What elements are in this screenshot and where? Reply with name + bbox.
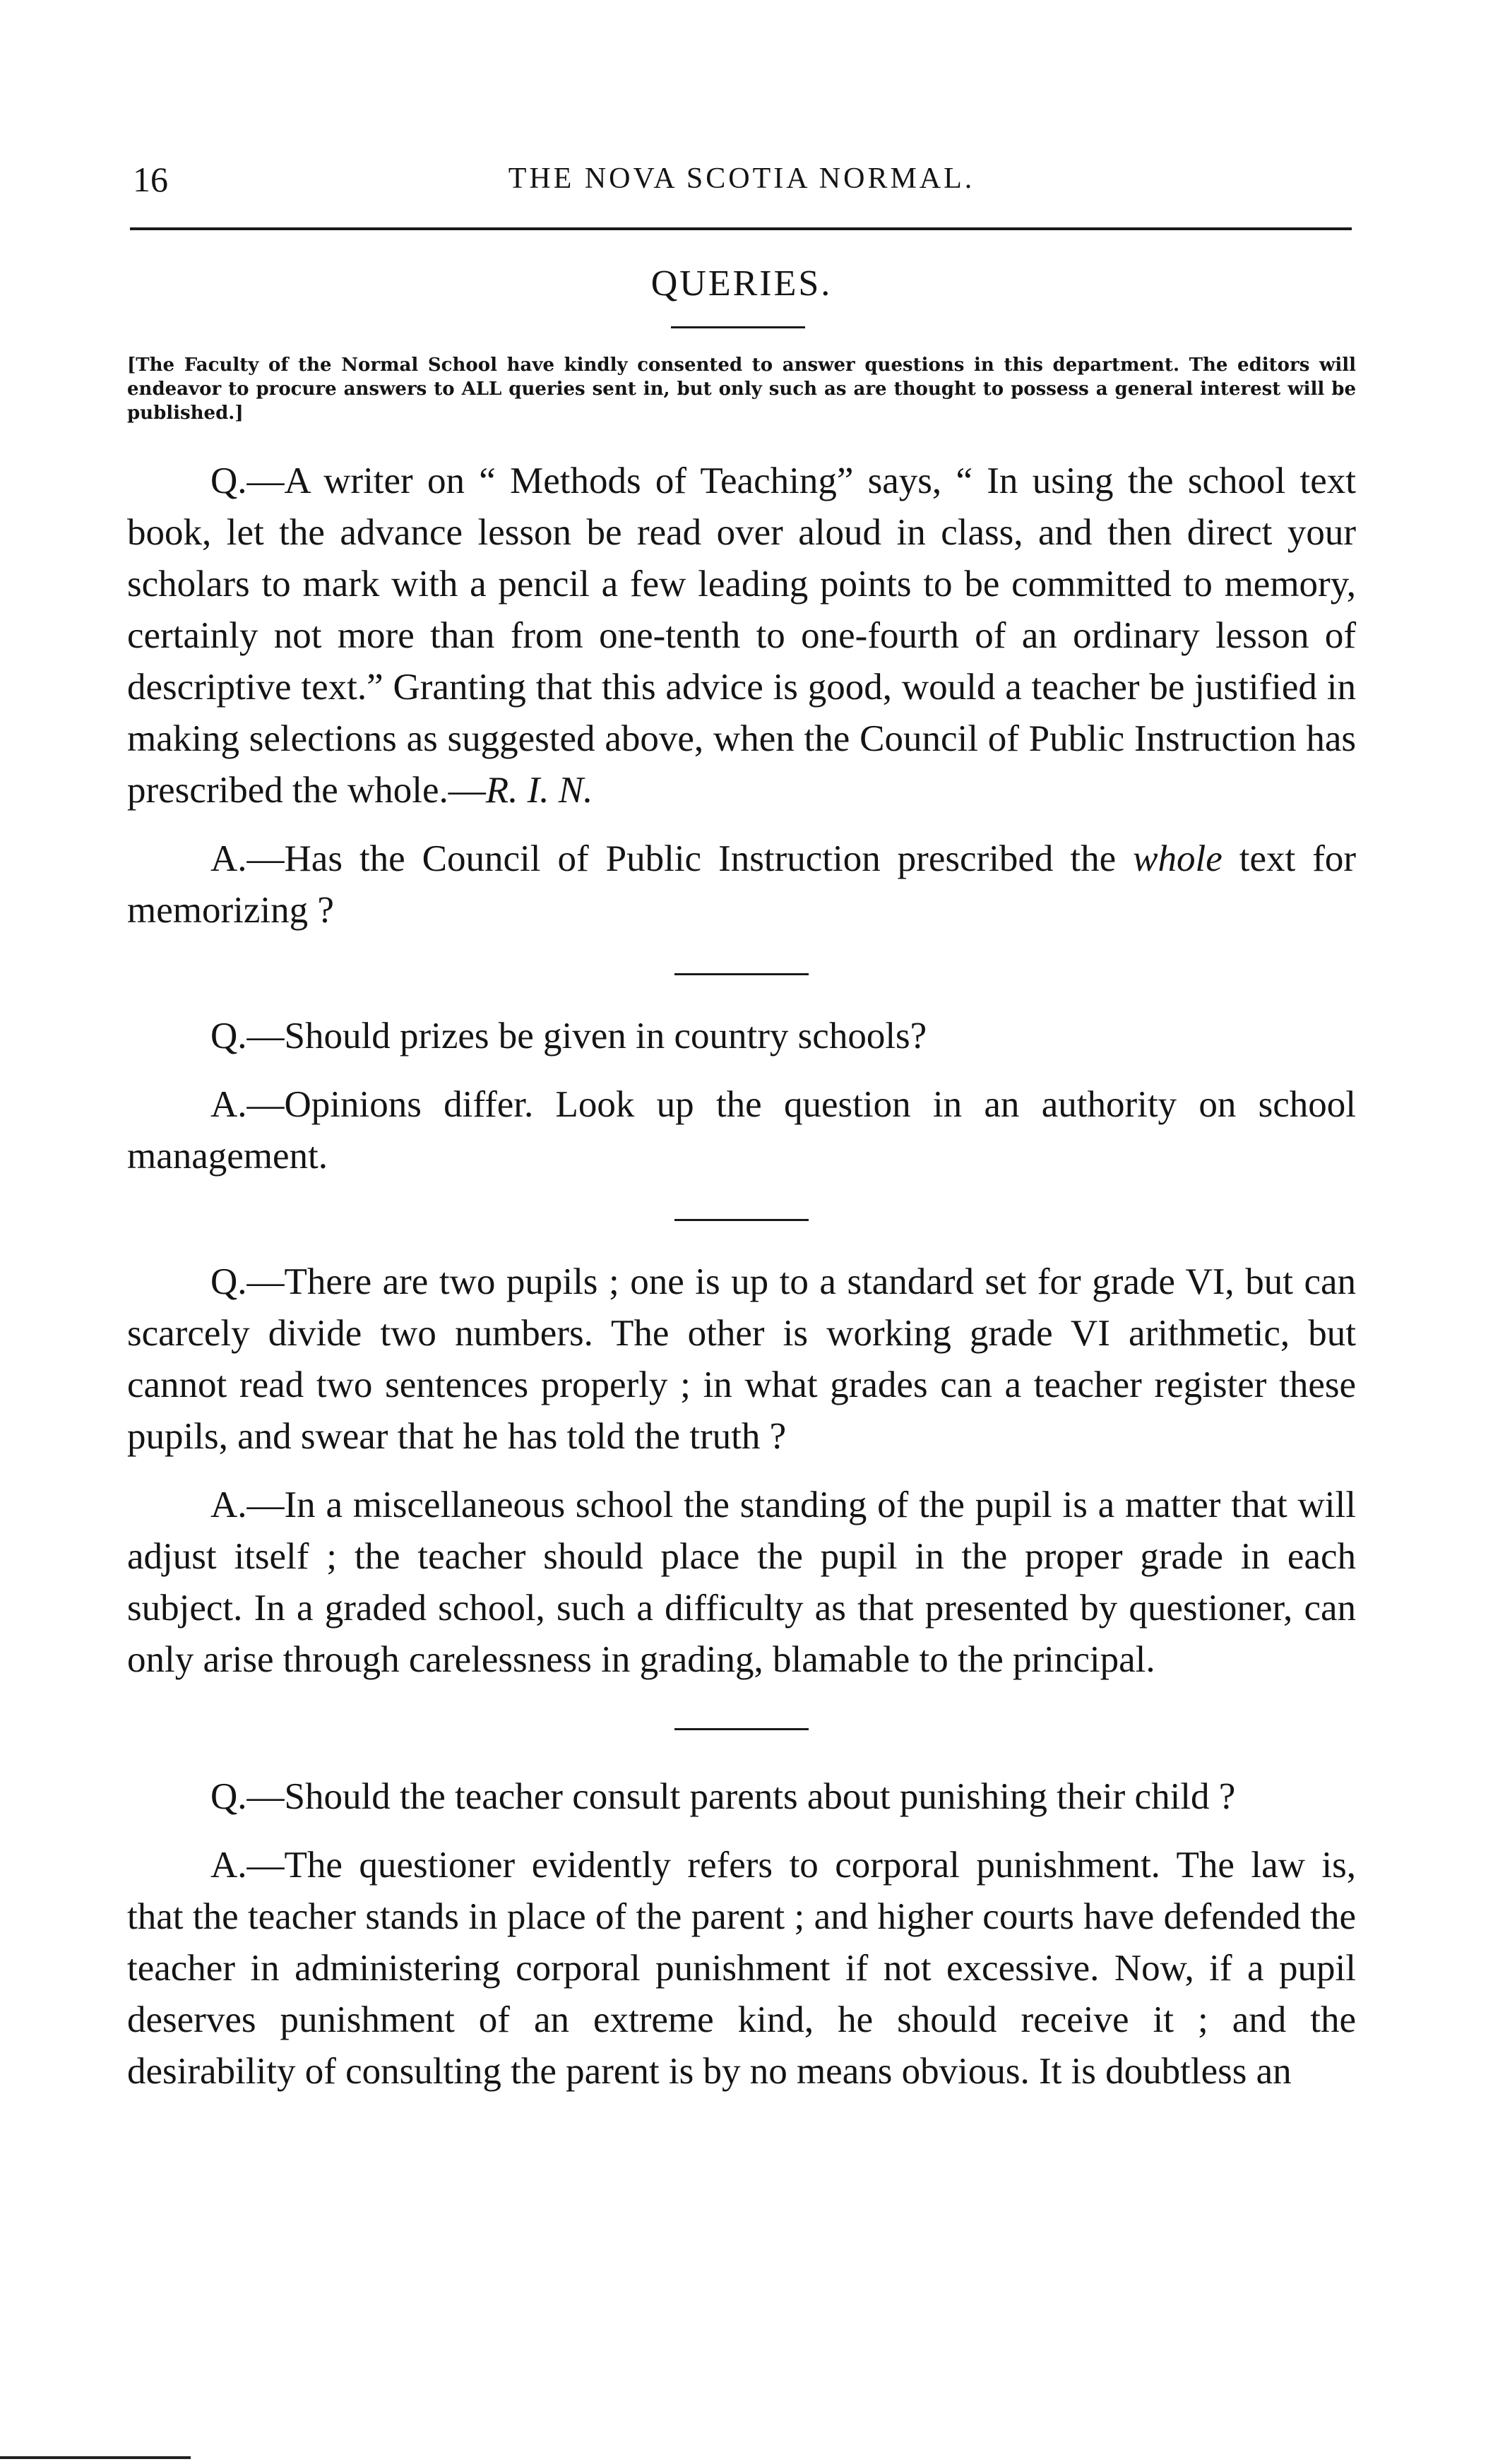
running-head xyxy=(127,159,1356,201)
answer-2: A.—Opinions differ. Look up the question in an authority on school management. xyxy=(127,1084,1356,1177)
title-rule xyxy=(671,326,805,328)
section-title: QUERIES. xyxy=(650,263,833,304)
queries-body xyxy=(127,456,1356,2097)
question-3: Q.—There are two pupils ; one is up to a standard set for grade VI, but can scarcely divide two numbers. The other is working grade VI arithmetic, but cannot read two sentences properly ; in what grades can a teacher register these pupils, and swear that he has told the truth ? xyxy=(127,1261,1356,1457)
header-rule xyxy=(130,227,1352,230)
separator-rule xyxy=(674,973,809,975)
question-4: Q.—Should the teacher consult parents about punishing their child ? xyxy=(210,1776,1236,1817)
answer-4: A.—The questioner evidently refers to corporal punishment. The law is, that the teacher stands in place of the parent ; and higher courts have defended the teacher in administering corporal punishment if not excessive. Now, if a pupil deserves punishment of an extreme kind, he should receive it ; and the desirability of consulting the parent is by no means obvious. It is doubtless an xyxy=(127,1845,1356,2092)
answer-1-emphasis: whole xyxy=(1133,838,1223,879)
answer-1-text-end: text for memorizing ? xyxy=(127,838,1357,931)
separator-rule xyxy=(674,1219,809,1221)
footer-mark xyxy=(0,2456,191,2459)
question-2: Q.—Should prizes be given in country schools? xyxy=(210,1016,927,1057)
answer-1 xyxy=(127,833,1356,936)
answer-1-text: A.—Has the Council of Public Instruction prescribed the xyxy=(210,838,1134,879)
question-1 xyxy=(127,456,1356,816)
editor-note: [The Faculty of the Normal School have kindly consented to answer questions in this department. The editors will endeavor to procure answers to ALL queries sent in, but only such as are thought to possess a general interest will be published.] xyxy=(127,355,1356,424)
separator-rule xyxy=(674,1728,809,1730)
journal-title: THE NOVA SCOTIA NORMAL. xyxy=(508,162,975,195)
question-1-signature: R. I. N. xyxy=(485,770,593,811)
question-1-text: Q.—A writer on “ Methods of Teaching” says, “ In using the school text book, let the advance lesson be read over aloud in class, and then direct your scholars to mark with a pencil a few leading points to be committed to memory, certainly not more than from one-tenth to one-fourth of an ordinary lesson of descriptive text.” Granting that this advice is good, would a teacher be justified in making selections as suggested above, when the Council of Public Instruction has prescribed the whole.— xyxy=(127,460,1356,811)
page-number: 16 xyxy=(133,160,168,199)
answer-3: A.—In a miscellaneous school the standing of the pupil is a matter that will adjust itself ; the teacher should place the pupil in the proper grade in each subject. In a graded school, such a difficulty as that presented by questioner, can only arise through carelessness in grading, blamable to the principal. xyxy=(127,1484,1356,1680)
